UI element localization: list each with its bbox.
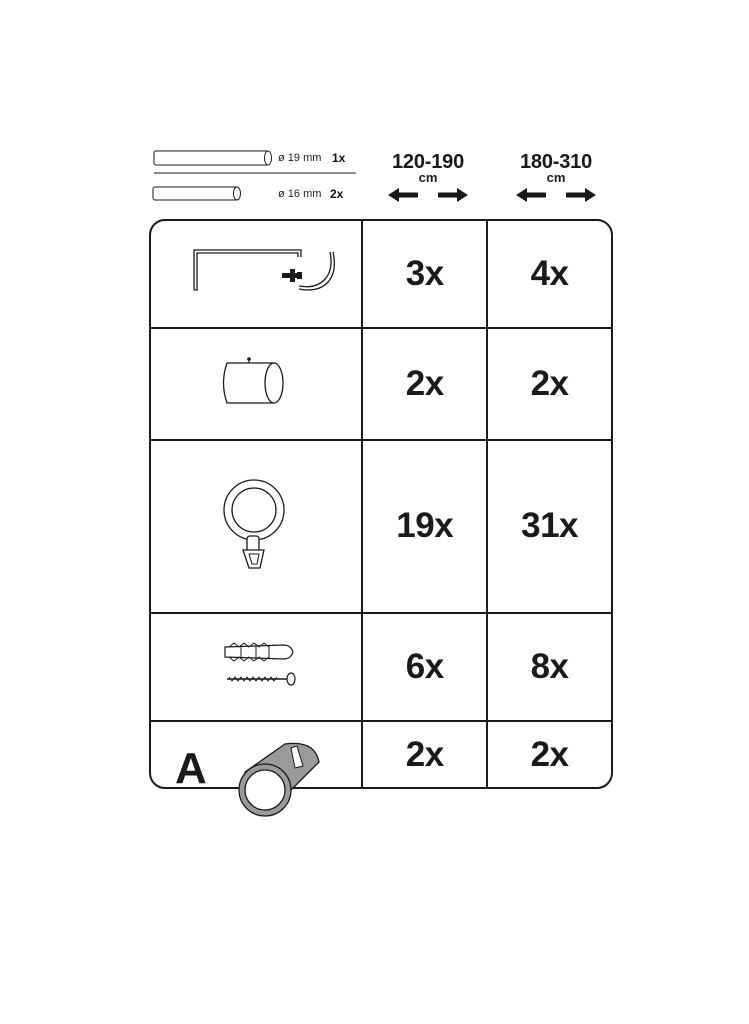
column-header-2: [506, 153, 606, 207]
column-2-range: 180-310: [520, 151, 592, 173]
rod-16mm-icon: [150, 184, 245, 206]
finial-icon: [216, 351, 296, 413]
rod-16mm-qty: 2x: [330, 187, 344, 201]
qty-cell: 2x: [530, 734, 569, 774]
table-row: [151, 221, 611, 329]
curtain-ring-icon: [216, 474, 296, 574]
qty-cell: 2x: [363, 722, 488, 787]
qty-cell: 31x: [488, 441, 611, 614]
part-icon-cell: [151, 441, 363, 614]
qty-cell: 19x: [363, 441, 488, 614]
bracket-icon: [171, 242, 341, 302]
connector-sleeve-icon: [237, 732, 329, 822]
qty-cell: 3x: [363, 221, 488, 329]
table-row: [151, 722, 611, 787]
rod-19mm-qty: 1x: [332, 151, 346, 165]
table-row: [151, 614, 611, 722]
part-letter: A: [175, 744, 207, 794]
qty-cell: 4x: [488, 221, 611, 329]
qty-cell: 2x: [488, 329, 611, 441]
double-arrow-icon: [378, 188, 478, 207]
part-icon-cell: [151, 722, 363, 794]
double-arrow-icon: [506, 188, 606, 207]
rod-16mm-diameter: ø 16 mm: [278, 188, 322, 200]
qty-cell: 8x: [488, 614, 611, 722]
rod-19mm-icon: [150, 148, 275, 170]
column-header-1: [378, 153, 478, 207]
table-row: [151, 441, 611, 614]
legend-divider: [150, 171, 360, 175]
parts-table: [149, 219, 613, 794]
part-icon-cell: [151, 221, 363, 329]
dowel-screw-icon: [211, 635, 301, 695]
qty-cell: 6x: [363, 614, 488, 722]
qty-cell: 2x: [363, 329, 488, 441]
column-1-range: 120-190: [392, 151, 464, 173]
table-row: [151, 329, 611, 441]
part-icon-cell: [151, 614, 363, 722]
column-1-unit: cm: [418, 170, 438, 185]
rod-19mm-diameter: ø 19 mm: [278, 152, 322, 164]
part-icon-cell: [151, 329, 363, 441]
column-2-unit: cm: [546, 170, 566, 185]
